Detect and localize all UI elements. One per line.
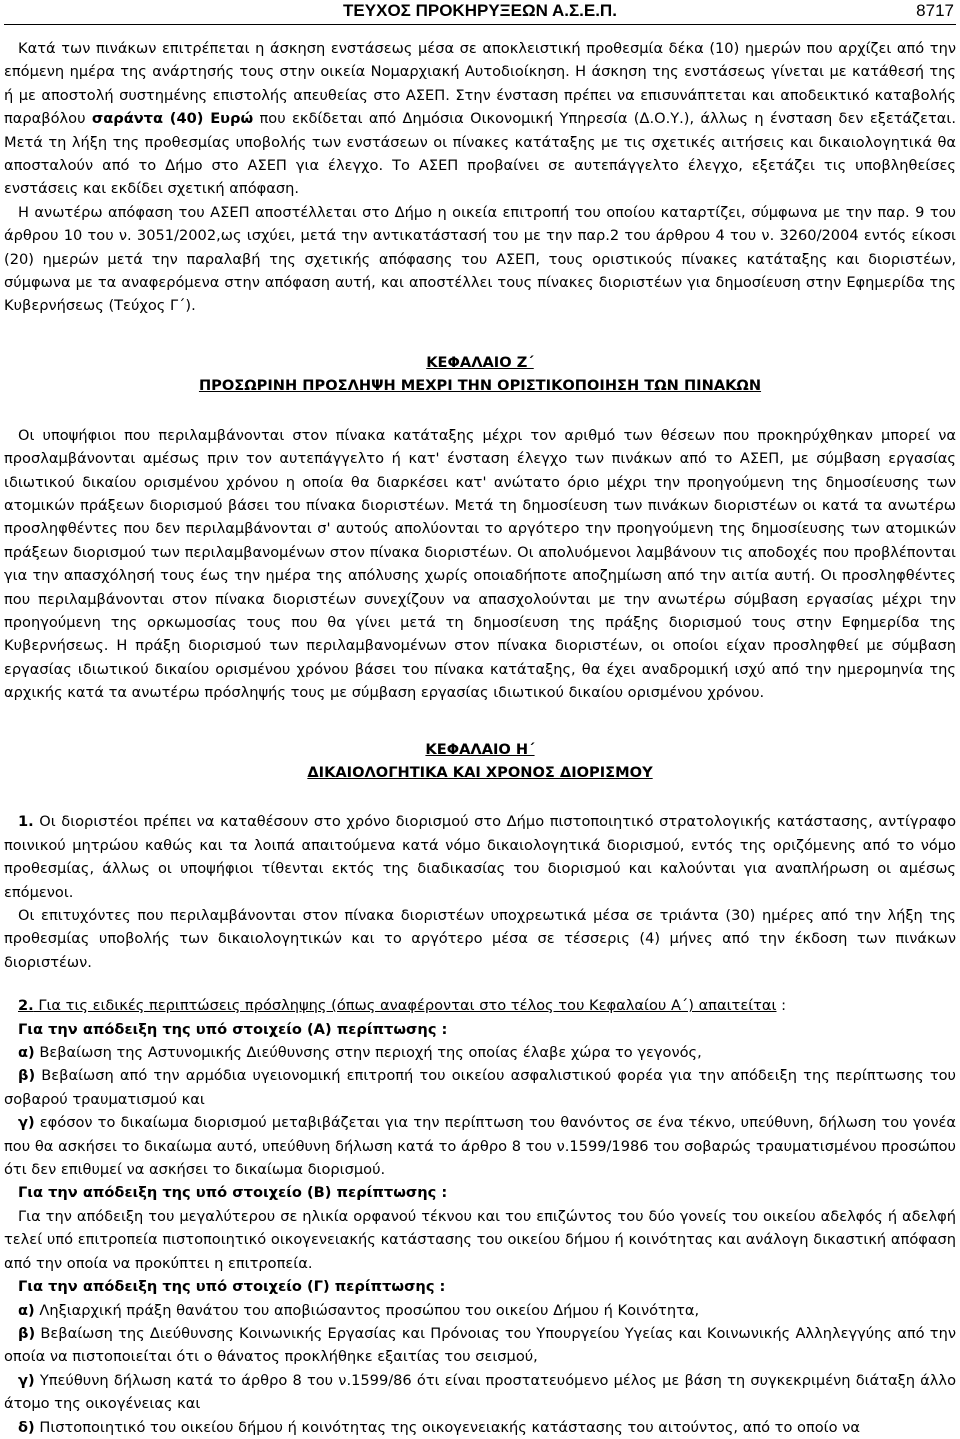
item-1-deadline-paragraph: Οι επιτυχόντες που περιλαμβάνονται στον πίνακα διοριστέων υποχρεωτικά μέσα σε τριάντα (30) ημέρες από την λήξη της προθεσμίας υποβολής των δικαιολογητικών και το αργότερο μέσα σε τέσσερις (4) μήνες από την έκδοση των πινάκων διοριστέων.: [4, 907, 956, 971]
case-a-gamma: [4, 1111, 956, 1181]
case-a-beta: [4, 1064, 956, 1111]
final-tables-paragraph: Η ανωτέρω απόφαση του ΑΣΕΠ αποστέλλεται στο Δήμο η οικεία επιτροπή του οποίου καταρτίζει, σύμφωνα με την παρ. 9 του άρθρου 10 του ν. 3051/2002,ως ισχύει, μετά την αντικατάστασή του με την παρ.2 του άρθρου 4 του ν. 3260/2004 εντός είκοσι (20) ημερών μετά την παραλαβή της σχετικής απόφασης του ΑΣΕΠ, τους οριστικούς πίνακες κατάταξης και διοριστέων, σύμφωνα με τα αναφερόμενα στην απόφαση αυτή, και αποστέλλει τους πίνακες διοριστέων για δημοσίευση στην Εφημερίδα της Κυβερνήσεως (Τεύχος Γ΄).: [4, 203, 956, 315]
case-g-alpha-text: Ληξιαρχική πράξη θανάτου του αποβιώσαντος προσώπου του οικείου Δήμου ή Κοινότητα,: [34, 1301, 700, 1319]
case-b-heading: [4, 1181, 956, 1204]
case-g-alpha-label: α): [18, 1301, 35, 1319]
page-header: [4, 0, 956, 25]
journal-title: ΤΕΥΧΟΣ ΠΡΟΚΗΡΥΞΕΩΝ Α.Σ.Ε.Π.: [343, 1, 617, 20]
case-g-heading: [4, 1275, 956, 1298]
case-a-heading: [4, 1018, 956, 1041]
objection-paragraph: [4, 37, 956, 201]
case-g-beta-text: Βεβαίωση της Διεύθυνσης Κοινωνικής Εργασίας και Πρόνοιας του Υπουργείου Υγείας και Κοινωνικής Αλληλεγγύης από την οποία να πιστοποιείται ότι ο θάνατος προκλήθηκε εξαιτίας του σεισμού,: [4, 1324, 956, 1366]
document-body: [4, 25, 956, 1439]
case-a-alpha-label: α): [18, 1044, 35, 1062]
item-1-number: 1.: [18, 813, 34, 831]
item-2-paragraph: [4, 994, 956, 1017]
case-b-text: Για την απόδειξη του μεγαλύτερου σε ηλικία ορφανού τέκνου και του επιζώντος του δύο γονείς του οικείου αδελφός ή αδελφή τελεί υπό επιτροπεία πιστοποιητικό οικογενειακής κατάστασης του οικείου δήμου ή κοινότητας και ανάλογη δικαστική απόφαση από την οποία να προκύπτει η επιτροπεία.: [4, 1207, 956, 1272]
case-g-heading-text: Για την απόδειξη της υπό στοιχείο (Γ) περίπτωσης :: [18, 1278, 446, 1296]
item-2-number: 2.: [18, 997, 34, 1015]
fee-amount: σαράντα (40) Ευρώ: [91, 110, 254, 128]
chapter-h-heading: ΚΕΦΑΛΑΙΟ Η΄: [425, 740, 535, 758]
chapter-z-paragraph: Οι υποψήφιοι που περιλαμβάνονται στον πίνακα κατάταξης μέχρι τον αριθμό των θέσεων που προκηρύχθηκαν μπορεί να προσλαμβάνονται αμέσως πριν τον αυτεπάγγελτο ή κατ' ένσταση έλεγχο των πινάκων από το ΑΣΕΠ, με σύμβαση εργασίας ιδιωτικού δικαίου ορισμένου χρόνου η οποία θα διαρκέσει κατ' ανώτατο όριο μέχρι την προηγούμενη της δημοσίευσης των ατομικών πράξεων διορισμού βάσει του πίνακα διοριστέων. Μετά τη δημοσίευση των πινάκων διοριστέων οι κατά τα ανωτέρω προσληφθέντες που δεν περιλαμβάνονται σ' αυτούς απολύονται το αργότερο την προηγούμενη της δημοσίευσης των ατομικών πράξεων διορισμού των περιλαμβανομένων στον πίνακα διοριστέων. Οι απολυόμενοι λαμβάνουν τις αποδοχές που προβλέπονται για την απασχόλησή τους έως την ημέρα της απόλυσης χωρίς οποιαδήποτε αποζημίωση από την αιτία αυτή. Οι προσληφθέντες που περιλαμβάνονται στον πίνακα διοριστέων συνεχίζουν να απασχολούνται με την ανωτέρω σύμβαση εργασίας μέχρι την προηγούμενη της ορκωμοσίας τους που θα γίνει μετά τη δημοσίευση της πράξης διορισμού τους στην Εφημερίδα της Κυβερνήσεως. Η πράξη διορισμού των περιλαμβανομένων στον πίνακα διοριστέων, οι οποίοι είχαν προσληφθεί με σύμβαση εργασίας ιδιωτικού δικαίου ορισμένου χρόνου βάσει του πίνακα κατάταξης, θα έχει αναδρομική ισχύ από την ημερομηνία της αρχικής κατά τα ανωτέρω πρόσληψής τους με σύμβαση εργασίας ιδιωτικού δικαίου ορισμένου χρόνου.: [4, 426, 956, 702]
page-number: 8717: [916, 1, 954, 20]
case-a-gamma-text: εφόσον το δικαίωμα διορισμού μεταβιβάζεται για την περίπτωση του θανόντος σε ένα τέκνο, υπεύθυνη, δήλωση του γονέα που θα ασκήσει το δικαίωμα αυτό, υπεύθυνη δήλωση κατά το άρθρο 8 του ν.1599/1986 του σοβαρώς τραυματισμένου προσώπου ότι δεν επιθυμεί να ασκήσει το δικαίωμα διορισμού.: [4, 1114, 956, 1179]
case-g-delta-label: δ): [18, 1418, 35, 1436]
chapter-z-heading: ΚΕΦΑΛΑΙΟ Ζ΄: [426, 353, 534, 371]
item-1-text: Οι διοριστέοι πρέπει να καταθέσουν στο χρόνο διορισμού στο Δήμο πιστοποιητικό στρατολογικής κατάστασης, αντίγραφο ποινικού μητρώου καθώς και τα λοιπά απαιτούμενα κατά νόμο δικαιολογητικά διορισμού, εντός της οριζόμενης από το νόμο προθεσμίας, άλλως οι υποψήφιοι τίθενται εκτός της διαδικασίας του διορισμού και καλούνται για αναπλήρωση οι αμέσως επόμενοι.: [4, 813, 956, 901]
objection-text-2: που εκδίδεται από Δημόσια Οικονομική Υπηρεσία (Δ.Ο.Υ.), άλλως η ένσταση δεν εξετάζεται. Μετά τη λήξη της προθεσμίας υποβολής των ενστάσεων οι πίνακες κατάταξης με τις σχετικές αιτήσεις και δικαιολογητικά θα αποσταλούν από το Δήμο στο ΑΣΕΠ για έλεγχο. Το ΑΣΕΠ προβαίνει σε αυτεπάγγελτο έλεγχο, εξετάζει τις υποβληθείσες ενστάσεις και εκδίδει σχετική απόφαση.: [4, 110, 956, 198]
case-a-beta-label: β): [18, 1067, 36, 1085]
item-1-paragraph: [4, 810, 956, 904]
case-a-heading-text: Για την απόδειξη της υπό στοιχείο (Α) περίπτωσης :: [18, 1020, 448, 1038]
objection-text-1: Κατά των πινάκων επιτρέπεται η άσκηση ενστάσεως μέσα σε αποκλειστική προθεσμία δέκα (10) ημερών που αρχίζει από την επόμενη ημέρα της ανάρτησής τους στην οικεία Νομαρχιακή Αυτοδιοίκηση. Η άσκηση της ενστάσεως γίνεται με κατάθεσή της ή με αποστολή συστημένης επιστολής απευθείας στο ΑΣΕΠ. Στην ένσταση πρέπει να επισυνάπτεται και αποδεικτικό καταβολής παραβόλου: [4, 40, 956, 128]
case-a-alpha-text: Βεβαίωση της Αστυνομικής Διεύθυνσης στην περιοχή της οποίας έλαβε χώρα το γεγονός,: [34, 1044, 702, 1062]
case-g-gamma-text: Υπεύθυνη δήλωση κατά το άρθρο 8 του ν.1599/86 ότι είναι προστατευόμενο μέλος με βάση τη συγκεκριμένη διάταξη άλλο άτομο της οικογένειας και: [4, 1371, 956, 1413]
case-a-alpha: [4, 1041, 956, 1064]
case-g-beta: [4, 1322, 956, 1369]
case-b-heading-text: Για την απόδειξη της υπό στοιχείο (Β) περίπτωσης :: [18, 1184, 448, 1202]
case-a-beta-text: Βεβαίωση από την αρμόδια υγειονομική επιτροπή του οικείου ασφαλιστικού φορέα για την απόδειξη της περίπτωσης του σοβαρού τραυματισμού και: [4, 1067, 956, 1108]
item-2-text: Για τις ειδικές περιπτώσεις πρόσληψης (όπως αναφέρονται στο τέλος του Κεφαλαίου Α΄) απαιτείται: [33, 997, 777, 1015]
case-a-gamma-label: γ): [18, 1114, 35, 1132]
item-2-colon: :: [776, 997, 787, 1015]
case-g-gamma: [4, 1369, 956, 1416]
chapter-h-subheading: ΔΙΚΑΙΟΛΟΓΗΤΙΚΑ ΚΑΙ ΧΡΟΝΟΣ ΔΙΟΡΙΣΜΟΥ: [307, 763, 653, 781]
case-g-gamma-label: γ): [18, 1371, 35, 1389]
case-g-delta: [4, 1416, 956, 1439]
case-g-beta-label: β): [18, 1324, 36, 1342]
case-g-delta-text: Πιστοποιητικό του οικείου δήμου ή κοινότητας της οικογενειακής κατάστασης του αιτούντος, από το οποίο να: [34, 1418, 860, 1436]
chapter-z-subheading: ΠΡΟΣΩΡΙΝΗ ΠΡΟΣΛΗΨΗ ΜΕΧΡΙ ΤΗΝ ΟΡΙΣΤΙΚΟΠΟΙΗΣΗ ΤΩΝ ΠΙΝΑΚΩΝ: [198, 377, 762, 395]
case-g-alpha: [4, 1299, 956, 1322]
